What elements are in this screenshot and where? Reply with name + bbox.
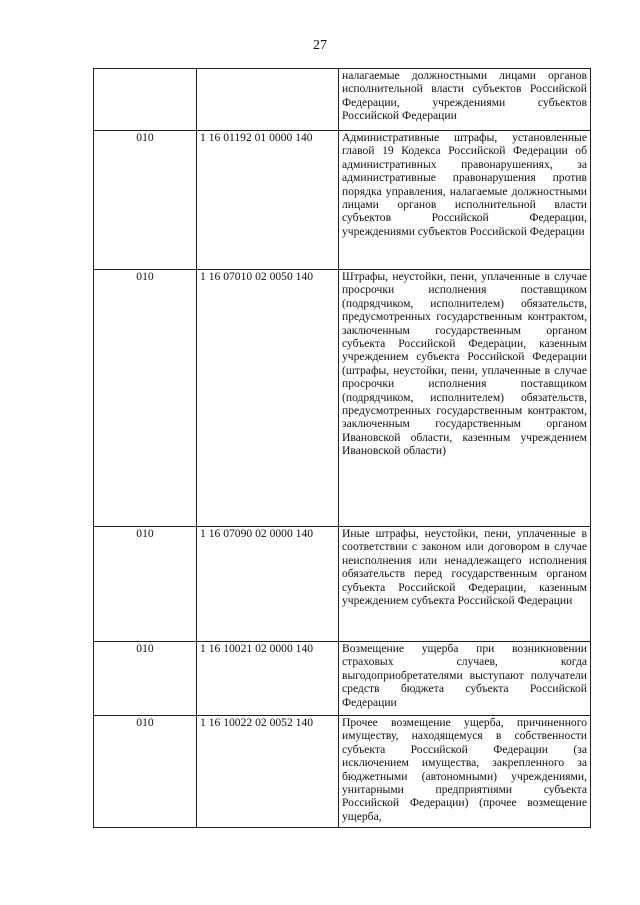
income-code-cell: 1 16 10022 02 0052 140 xyxy=(197,716,339,828)
admin-code-cell: 010 xyxy=(94,131,197,270)
table-row xyxy=(94,716,591,828)
admin-code-cell: 010 xyxy=(94,642,197,716)
admin-code-cell: 010 xyxy=(94,527,197,642)
income-code-cell: 1 16 07090 02 0000 140 xyxy=(197,527,339,642)
page-number: 27 xyxy=(313,38,327,53)
admin-code-cell xyxy=(94,69,197,131)
income-code-cell: 1 16 10021 02 0000 140 xyxy=(197,642,339,716)
description-cell: Административные штрафы, установленные главой 19 Кодекса Российской Федерации об административных правонарушениях, за административные правонарушения против порядка управления, налагаемые должностными лицами органов исполнительной власти субъектов Российской Федерации, учреждениями субъектов Российской Федерации xyxy=(339,131,591,270)
description-cell: Штрафы, неустойки, пени, уплаченные в случае просрочки исполнения поставщиком (подрядчиком, исполнителем) обязательств, предусмотренных государственным контрактом, заключенным государственным органом субъекта Российской Федерации, казенным учреждением субъекта Российской Федерации (штрафы, неустойки, пени, уплаченные в случае просрочки исполнения поставщиком (подрядчиком, исполнителем) обязательств, предусмотренных государственным контрактом, заключенным государственным органом Ивановской области, казенным учреждением Ивановской области) xyxy=(339,270,591,527)
admin-code-cell: 010 xyxy=(94,270,197,527)
income-code-cell: 1 16 07010 02 0050 140 xyxy=(197,270,339,527)
table-row xyxy=(94,270,591,527)
admin-code-cell: 010 xyxy=(94,716,197,828)
description-cell: Возмещение ущерба при возникновении страховых случаев, когда выгодоприобретателями выступают получатели средств бюджета субъекта Российской Федерации xyxy=(339,642,591,716)
table-row xyxy=(94,642,591,716)
description-cell: Прочее возмещение ущерба, причиненного имуществу, находящемуся в собственности субъекта Российской Федерации (за исключением имущества, закрепленного за бюджетными (автономными) учреждениями, унитарными предприятиями субъекта Российской Федерации) (прочее возмещение ущерба, xyxy=(339,716,591,828)
description-cell: Иные штрафы, неустойки, пени, уплаченные в соответствии с законом или договором в случае неисполнения или ненадлежащего исполнения обязательств перед государственным органом субъекта Российской Федерации, казенным учреждением субъекта Российской Федерации xyxy=(339,527,591,642)
budget-classification-table xyxy=(93,68,591,828)
income-code-cell xyxy=(197,69,339,131)
table-row xyxy=(94,69,591,131)
table-row xyxy=(94,131,591,270)
description-cell: налагаемые должностными лицами органов исполнительной власти субъектов Российской Федерации, учреждениями субъектов Российской Федерации xyxy=(339,69,591,131)
table-row xyxy=(94,527,591,642)
income-code-cell: 1 16 01192 01 0000 140 xyxy=(197,131,339,270)
